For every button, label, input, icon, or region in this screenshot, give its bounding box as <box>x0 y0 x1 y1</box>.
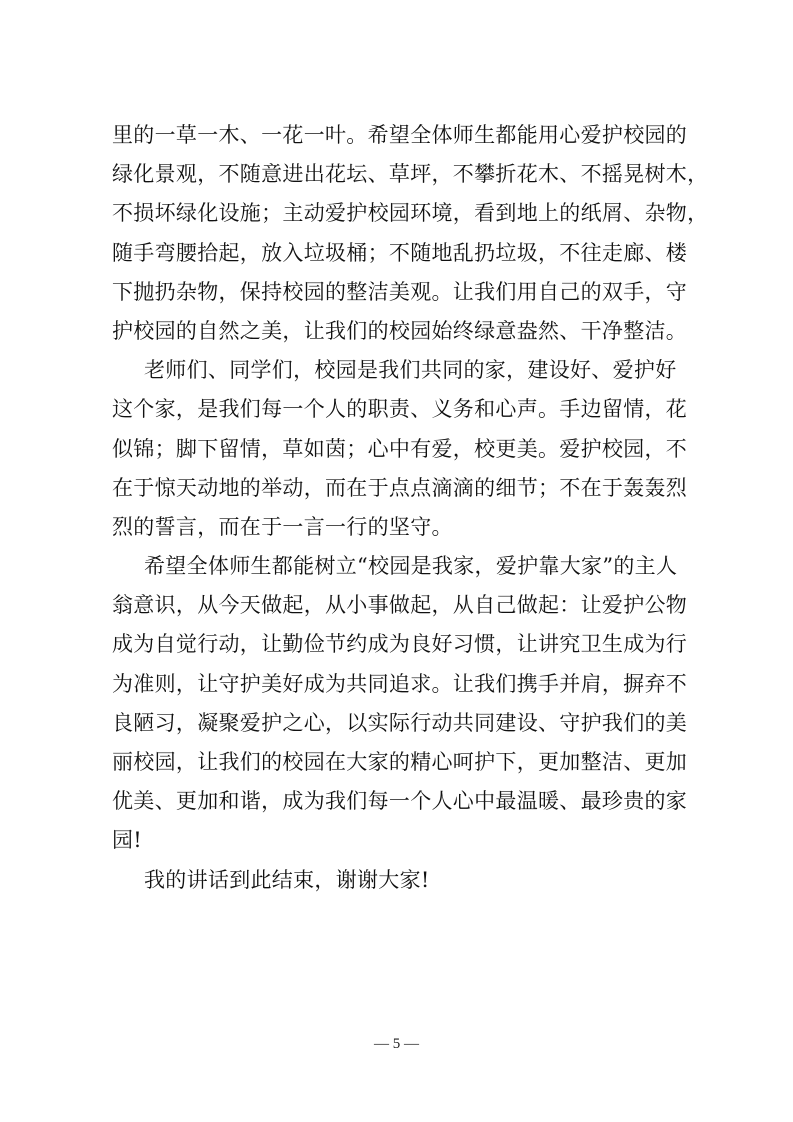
text-line: 不损坏绿化设施；主动爱护校园环境，看到地上的纸屑、杂物， <box>112 201 709 226</box>
text-line: 成为自觉行动，让勤俭节约成为良好习惯，让讲究卫生成为行 <box>112 632 688 657</box>
text-line: 良陋习，凝聚爱护之心，以实际行动共同建设、守护我们的美 <box>112 710 688 735</box>
paragraph-start-line: 老师们、同学们，校园是我们共同的家，建设好、爱护好 <box>144 358 677 383</box>
text-line: 下抛扔杂物，保持校园的整洁美观。让我们用自己的双手，守 <box>112 279 688 304</box>
text-line: 在于惊天动地的举动，而在于点点滴滴的细节；不在于轰轰烈 <box>112 475 688 500</box>
text-line: 护校园的自然之美，让我们的校园始终绿意盎然、干净整洁。 <box>112 318 688 343</box>
text-line: 为准则，让守护美好成为共同追求。让我们携手并肩，摒弃不 <box>112 671 688 696</box>
text-line: 丽校园，让我们的校园在大家的精心呵护下，更加整洁、更加 <box>112 750 688 774</box>
text-line: 似锦；脚下留情，草如茵；心中有爱，校更美。爱护校园，不 <box>112 436 688 461</box>
text-line: 里的一草一木、一花一叶。希望全体师生都能用心爱护校园的 <box>112 123 688 147</box>
page-number: — 5 — <box>374 1036 419 1052</box>
text-line: 随手弯腰拾起，放入垃圾桶；不随地乱扔垃圾，不往走廊、楼 <box>112 240 688 265</box>
body-text <box>112 116 709 900</box>
text-line: 这个家，是我们每一个人的职责、义务和心声。手边留情，花 <box>112 397 688 422</box>
text-line: 优美、更加和谐，成为我们每一个人心中最温暖、最珍贵的家 <box>112 789 688 814</box>
text-line: 绿化景观，不随意进出花坛、草坪，不攀折花木、不摇晃树木， <box>112 162 709 187</box>
paragraph-start-line: 我的讲话到此结束，谢谢大家! <box>144 867 430 892</box>
text-line: 烈的誓言，而在于一言一行的坚守。 <box>112 514 453 539</box>
text-line: 翁意识，从今天做起，从小事做起，从自己做起：让爱护公物 <box>112 593 688 618</box>
paragraph-start-line: 希望全体师生都能树立“校园是我家，爱护靠大家”的主人 <box>144 554 678 579</box>
text-line: 园! <box>112 828 143 853</box>
